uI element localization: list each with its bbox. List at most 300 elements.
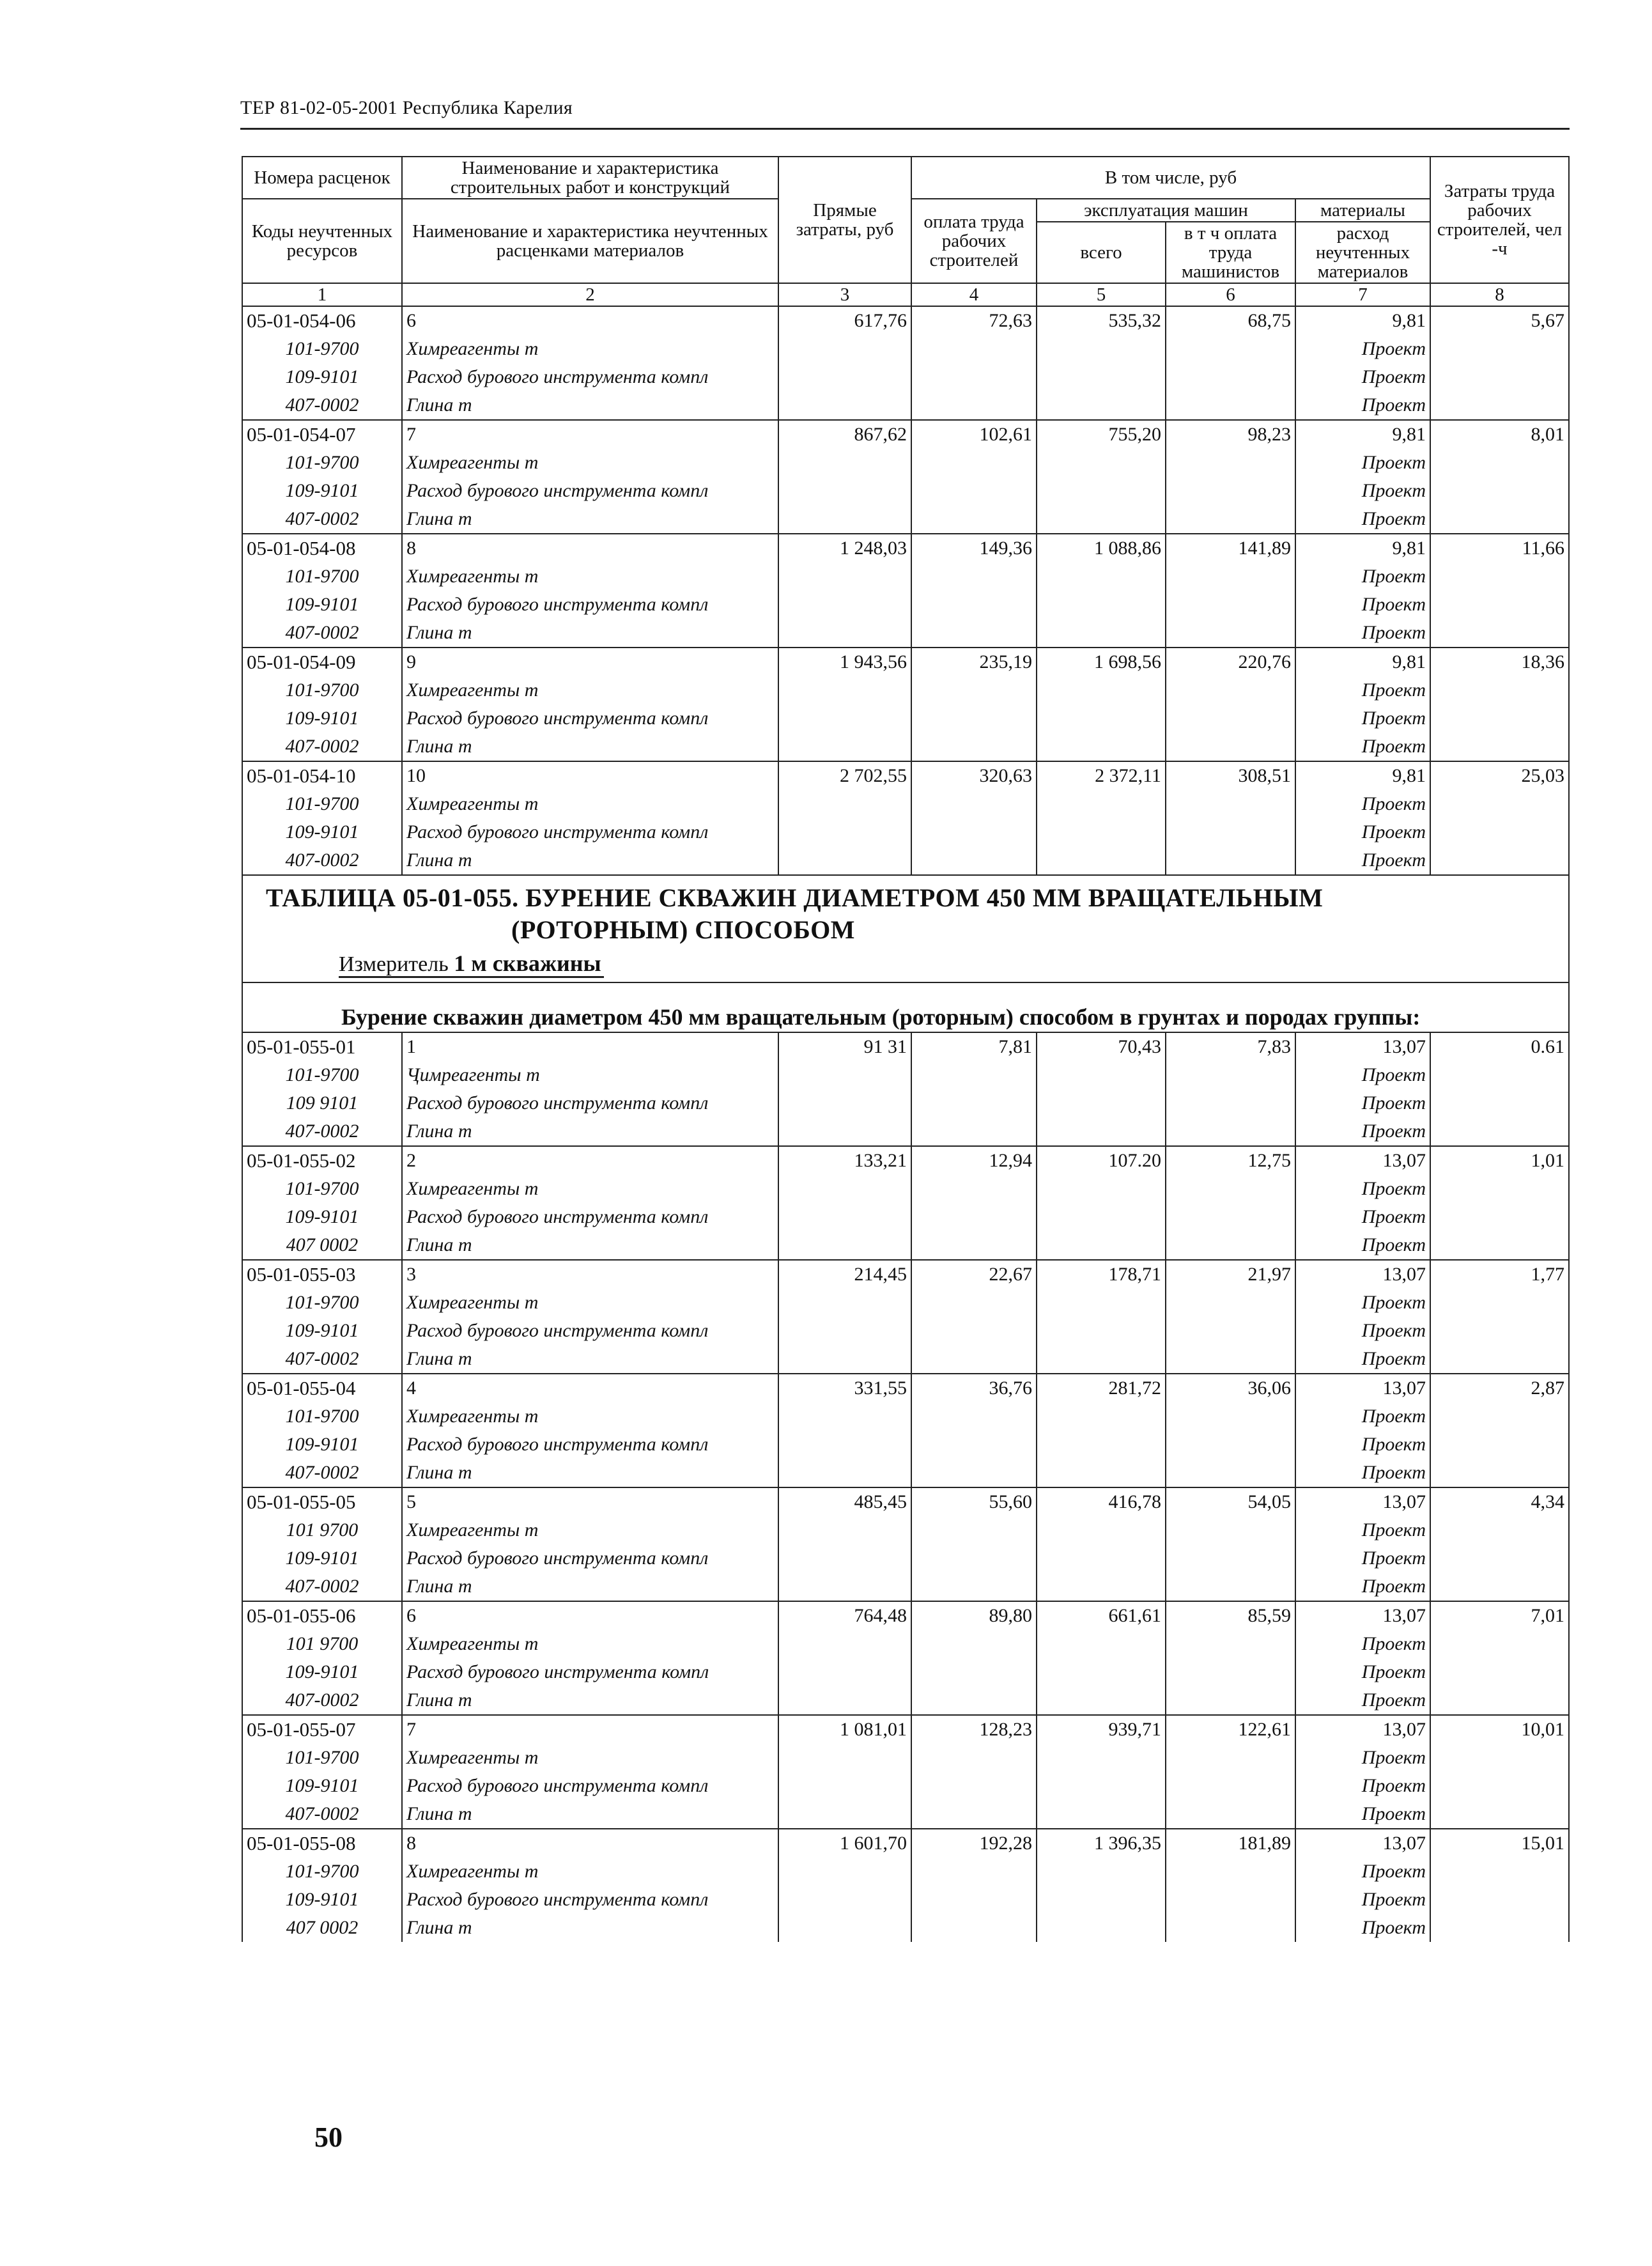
col-number: 7: [1295, 283, 1430, 306]
rate-code: 05-01-054-07: [242, 420, 402, 449]
rate-row: [242, 1032, 1569, 1061]
materials-value: 9,81: [1295, 420, 1430, 449]
empty-cell: [1037, 563, 1166, 591]
col-number: 2: [402, 283, 778, 306]
empty-cell: [1037, 704, 1166, 733]
resource-row: [242, 1345, 1569, 1374]
machinist-pay: 98,23: [1166, 420, 1295, 449]
resource-code: 407-0002: [242, 619, 402, 648]
machines-total: 755,20: [1037, 420, 1166, 449]
empty-cell: [1430, 1175, 1569, 1203]
resource-row: [242, 676, 1569, 704]
empty-cell: [778, 563, 911, 591]
direct-costs: 1 943,56: [778, 648, 911, 676]
empty-cell: [911, 619, 1037, 648]
resource-code: 407-0002: [242, 1686, 402, 1715]
empty-cell: [1430, 619, 1569, 648]
empty-cell: [778, 477, 911, 505]
empty-cell: [911, 335, 1037, 363]
resource-name: Химреагенты т: [402, 335, 778, 363]
header-rule: [240, 128, 1570, 130]
empty-cell: [1037, 818, 1166, 846]
empty-cell: [778, 1772, 911, 1800]
labor-hours: 5,67: [1430, 306, 1569, 335]
empty-cell: [778, 1459, 911, 1487]
empty-cell: [1037, 1544, 1166, 1572]
empty-cell: [1166, 1744, 1295, 1772]
empty-cell: [1166, 1800, 1295, 1829]
resource-code: 109-9101: [242, 1658, 402, 1686]
empty-cell: [1037, 1459, 1166, 1487]
empty-cell: [911, 846, 1037, 875]
empty-cell: [1166, 676, 1295, 704]
empty-cell: [911, 1175, 1037, 1203]
empty-cell: [1166, 1459, 1295, 1487]
rate-row: [242, 306, 1569, 335]
empty-cell: [1037, 790, 1166, 818]
rate-name: 2: [402, 1146, 778, 1175]
empty-cell: [1037, 1175, 1166, 1203]
resource-name: Расход бурового инструмента компл: [402, 1203, 778, 1231]
empty-cell: [911, 1516, 1037, 1544]
resource-row: [242, 1772, 1569, 1800]
labor-pay: 320,63: [911, 761, 1037, 790]
resource-row: [242, 1117, 1569, 1146]
resource-code: 109-9101: [242, 1431, 402, 1459]
empty-cell: [1430, 1544, 1569, 1572]
resource-usage: Проект: [1295, 1061, 1430, 1089]
th-direct-costs: Прямые затраты, руб: [778, 157, 911, 283]
resource-usage: Проект: [1295, 1175, 1430, 1203]
col-number: 5: [1037, 283, 1166, 306]
machinist-pay: 7,83: [1166, 1032, 1295, 1061]
rate-code: 05-01-055-05: [242, 1487, 402, 1516]
empty-cell: [911, 1744, 1037, 1772]
labor-pay: 149,36: [911, 534, 1037, 563]
resource-row: [242, 1231, 1569, 1260]
direct-costs: 133,21: [778, 1146, 911, 1175]
labor-pay: 12,94: [911, 1146, 1037, 1175]
labor-hours: 15,01: [1430, 1829, 1569, 1858]
machines-total: 178,71: [1037, 1260, 1166, 1289]
resource-name: Расход бурового инструмента компл: [402, 363, 778, 391]
empty-cell: [911, 1061, 1037, 1089]
resource-code: 101-9700: [242, 1175, 402, 1203]
section-title: [243, 876, 1568, 946]
resource-row: [242, 1658, 1569, 1686]
machines-total: 416,78: [1037, 1487, 1166, 1516]
empty-cell: [1166, 477, 1295, 505]
resource-usage: Проект: [1295, 790, 1430, 818]
resource-name: Расход бурового инструмента компл: [402, 704, 778, 733]
empty-cell: [1166, 704, 1295, 733]
machines-total: 535,32: [1037, 306, 1166, 335]
resource-usage: Проект: [1295, 1289, 1430, 1317]
empty-cell: [911, 1231, 1037, 1260]
labor-pay: 102,61: [911, 420, 1037, 449]
empty-cell: [911, 563, 1037, 591]
resource-name: Расход бурового инструмента компл: [402, 1772, 778, 1800]
resource-code: 407 0002: [242, 1231, 402, 1260]
resource-code: 109-9101: [242, 1203, 402, 1231]
resource-name: Химреагенты т: [402, 1175, 778, 1203]
resource-row: [242, 1630, 1569, 1658]
machinist-pay: 308,51: [1166, 761, 1295, 790]
resource-row: [242, 1089, 1569, 1117]
th-including: В том числе, руб: [911, 157, 1430, 199]
empty-cell: [778, 619, 911, 648]
empty-cell: [911, 449, 1037, 477]
labor-pay: 235,19: [911, 648, 1037, 676]
resource-row: [242, 1800, 1569, 1829]
resource-row: [242, 449, 1569, 477]
empty-cell: [1166, 1203, 1295, 1231]
resource-row: [242, 1886, 1569, 1914]
resource-name: Глина т: [402, 1117, 778, 1146]
empty-cell: [778, 1572, 911, 1601]
resource-usage: Проект: [1295, 846, 1430, 875]
resource-usage: Проект: [1295, 1203, 1430, 1231]
resource-code: 109-9101: [242, 363, 402, 391]
empty-cell: [1037, 1431, 1166, 1459]
resource-code: 101-9700: [242, 790, 402, 818]
resource-usage: Проект: [1295, 1658, 1430, 1686]
measure-value: 1 м скважины: [454, 951, 601, 976]
empty-cell: [1037, 1061, 1166, 1089]
th-labor-hours: Затраты труда рабочих строителей, чел -ч: [1430, 157, 1569, 283]
resource-name: Расхσд бурового инструмента компл: [402, 1658, 778, 1686]
direct-costs: 764,48: [778, 1601, 911, 1630]
empty-cell: [911, 1800, 1037, 1829]
resource-row: [242, 1516, 1569, 1544]
resource-row: [242, 1544, 1569, 1572]
empty-cell: [1166, 1317, 1295, 1345]
labor-pay: 192,28: [911, 1829, 1037, 1858]
empty-cell: [1430, 1117, 1569, 1146]
resource-code: 407-0002: [242, 1345, 402, 1374]
resource-code: 407-0002: [242, 733, 402, 761]
machines-total: 1 088,86: [1037, 534, 1166, 563]
empty-cell: [1037, 1858, 1166, 1886]
resource-name: Химреагенты т: [402, 790, 778, 818]
empty-cell: [911, 1203, 1037, 1231]
rates-table: [242, 156, 1570, 1942]
empty-cell: [1037, 391, 1166, 420]
resource-code: 109-9101: [242, 1317, 402, 1345]
empty-cell: [778, 1089, 911, 1117]
empty-cell: [778, 1231, 911, 1260]
resource-row: [242, 1686, 1569, 1715]
resource-usage: Проект: [1295, 1345, 1430, 1374]
empty-cell: [1430, 1914, 1569, 1942]
materials-value: 13,07: [1295, 1146, 1430, 1175]
th-material-usage: расход неучтенных материалов: [1295, 222, 1430, 283]
resource-code: 407-0002: [242, 1800, 402, 1829]
resource-name: Расход бурового инструмента компл: [402, 1544, 778, 1572]
empty-cell: [1037, 477, 1166, 505]
resource-row: [242, 846, 1569, 875]
resource-code: 407-0002: [242, 846, 402, 875]
col-number: 3: [778, 283, 911, 306]
empty-cell: [911, 1658, 1037, 1686]
empty-cell: [1037, 1572, 1166, 1601]
resource-row: [242, 790, 1569, 818]
empty-cell: [1166, 1089, 1295, 1117]
labor-hours: 1,01: [1430, 1146, 1569, 1175]
labor-pay: 72,63: [911, 306, 1037, 335]
resource-row: [242, 1858, 1569, 1886]
resource-usage: Проект: [1295, 619, 1430, 648]
empty-cell: [778, 1544, 911, 1572]
labor-pay: 89,80: [911, 1601, 1037, 1630]
resource-code: 109-9101: [242, 818, 402, 846]
rate-code: 05-01-055-07: [242, 1715, 402, 1744]
rate-name: 4: [402, 1374, 778, 1402]
th-machines-total: всего: [1037, 222, 1166, 283]
empty-cell: [1430, 733, 1569, 761]
resource-name: Глина т: [402, 1914, 778, 1942]
empty-cell: [1430, 1317, 1569, 1345]
direct-costs: 1 081,01: [778, 1715, 911, 1744]
empty-cell: [1430, 818, 1569, 846]
rate-name: 9: [402, 648, 778, 676]
resource-row: [242, 704, 1569, 733]
resource-code: 101-9700: [242, 1858, 402, 1886]
empty-cell: [778, 1886, 911, 1914]
empty-cell: [778, 846, 911, 875]
resource-code: 101-9700: [242, 449, 402, 477]
resource-row: [242, 1203, 1569, 1231]
resource-usage: Проект: [1295, 363, 1430, 391]
empty-cell: [778, 1203, 911, 1231]
resource-code: 407 0002: [242, 1914, 402, 1942]
section-title-line2: (РОТОРНЫМ) СПОСОБОМ: [511, 915, 855, 944]
materials-value: 13,07: [1295, 1374, 1430, 1402]
empty-cell: [778, 363, 911, 391]
empty-cell: [1166, 1516, 1295, 1544]
empty-cell: [1037, 335, 1166, 363]
resource-usage: Проект: [1295, 1744, 1430, 1772]
machinist-pay: 181,89: [1166, 1829, 1295, 1858]
empty-cell: [778, 1061, 911, 1089]
rate-code: 05-01-055-06: [242, 1601, 402, 1630]
empty-cell: [1037, 1203, 1166, 1231]
resource-name: Химреагенты т: [402, 563, 778, 591]
resource-name: Расход бурового инструмента компл: [402, 1089, 778, 1117]
empty-cell: [1166, 1544, 1295, 1572]
resource-row: [242, 1289, 1569, 1317]
resource-usage: Проект: [1295, 591, 1430, 619]
empty-cell: [1430, 335, 1569, 363]
labor-pay: 128,23: [911, 1715, 1037, 1744]
section-title-cell: [242, 875, 1569, 982]
direct-costs: 331,55: [778, 1374, 911, 1402]
empty-cell: [778, 1800, 911, 1829]
resource-name: Глина т: [402, 1800, 778, 1829]
empty-cell: [1166, 1402, 1295, 1431]
empty-cell: [1430, 591, 1569, 619]
empty-cell: [1166, 790, 1295, 818]
resource-code: 101-9700: [242, 1289, 402, 1317]
resource-code: 109-9101: [242, 1544, 402, 1572]
empty-cell: [1166, 591, 1295, 619]
empty-cell: [1166, 1061, 1295, 1089]
machines-total: 1 396,35: [1037, 1829, 1166, 1858]
empty-cell: [911, 1431, 1037, 1459]
resource-row: [242, 733, 1569, 761]
empty-cell: [1430, 1431, 1569, 1459]
resource-usage: Проект: [1295, 1402, 1430, 1431]
empty-cell: [1166, 1658, 1295, 1686]
rate-row: [242, 1715, 1569, 1744]
direct-costs: 214,45: [778, 1260, 911, 1289]
direct-costs: 485,45: [778, 1487, 911, 1516]
empty-cell: [1166, 363, 1295, 391]
empty-cell: [1430, 1289, 1569, 1317]
materials-value: 13,07: [1295, 1715, 1430, 1744]
empty-cell: [1430, 563, 1569, 591]
resource-usage: Проект: [1295, 477, 1430, 505]
rate-row: [242, 534, 1569, 563]
empty-cell: [911, 818, 1037, 846]
resource-usage: Проект: [1295, 1800, 1430, 1829]
empty-cell: [911, 1089, 1037, 1117]
machinist-pay: 141,89: [1166, 534, 1295, 563]
th-machinist-pay: в т ч оплата труда машинистов: [1166, 222, 1295, 283]
empty-cell: [1037, 1744, 1166, 1772]
rate-row: [242, 1829, 1569, 1858]
empty-cell: [911, 704, 1037, 733]
labor-hours: 25,03: [1430, 761, 1569, 790]
resource-usage: Проект: [1295, 733, 1430, 761]
rate-code: 05-01-054-06: [242, 306, 402, 335]
rate-name: 8: [402, 1829, 778, 1858]
empty-cell: [1037, 1345, 1166, 1374]
empty-cell: [911, 1914, 1037, 1942]
rate-name: 3: [402, 1260, 778, 1289]
rate-code: 05-01-055-04: [242, 1374, 402, 1402]
direct-costs: 617,76: [778, 306, 911, 335]
empty-cell: [1037, 1516, 1166, 1544]
resource-row: [242, 505, 1569, 534]
empty-cell: [1037, 733, 1166, 761]
resource-row: [242, 335, 1569, 363]
empty-cell: [1037, 505, 1166, 534]
empty-cell: [1166, 1630, 1295, 1658]
empty-cell: [1166, 1886, 1295, 1914]
materials-value: 13,07: [1295, 1032, 1430, 1061]
empty-cell: [911, 391, 1037, 420]
empty-cell: [1166, 818, 1295, 846]
rate-name: 6: [402, 1601, 778, 1630]
empty-cell: [1037, 676, 1166, 704]
empty-cell: [1430, 1858, 1569, 1886]
empty-cell: [911, 1686, 1037, 1715]
resource-code: 407-0002: [242, 1459, 402, 1487]
resource-name: Расход бурового инструмента компл: [402, 1886, 778, 1914]
empty-cell: [778, 704, 911, 733]
resource-code: 109-9101: [242, 1886, 402, 1914]
empty-cell: [778, 1117, 911, 1146]
empty-cell: [778, 335, 911, 363]
resource-usage: Проект: [1295, 1886, 1430, 1914]
resource-row: [242, 619, 1569, 648]
resource-name: Глина т: [402, 1459, 778, 1487]
empty-cell: [1430, 449, 1569, 477]
labor-hours: 4,34: [1430, 1487, 1569, 1516]
empty-cell: [1430, 1686, 1569, 1715]
measure-label: Измеритель: [339, 952, 449, 976]
empty-cell: [1166, 846, 1295, 875]
empty-cell: [1166, 1345, 1295, 1374]
col-number: 8: [1430, 283, 1569, 306]
resource-row: [242, 818, 1569, 846]
empty-cell: [911, 790, 1037, 818]
empty-cell: [1430, 1516, 1569, 1544]
resource-code: 109-9101: [242, 591, 402, 619]
resource-row: [242, 563, 1569, 591]
resource-name: Химреагенты т: [402, 1516, 778, 1544]
direct-costs: 2 702,55: [778, 761, 911, 790]
empty-cell: [1430, 1345, 1569, 1374]
labor-pay: 22,67: [911, 1260, 1037, 1289]
empty-cell: [911, 477, 1037, 505]
resource-usage: Проект: [1295, 676, 1430, 704]
empty-cell: [1037, 1317, 1166, 1345]
empty-cell: [911, 1886, 1037, 1914]
rate-code: 05-01-054-08: [242, 534, 402, 563]
resource-usage: Проект: [1295, 1089, 1430, 1117]
empty-cell: [911, 1345, 1037, 1374]
empty-cell: [1430, 704, 1569, 733]
empty-cell: [778, 1686, 911, 1715]
resource-usage: Проект: [1295, 1914, 1430, 1942]
machines-total: 2 372,11: [1037, 761, 1166, 790]
empty-cell: [1037, 591, 1166, 619]
resource-code: 101-9700: [242, 1061, 402, 1089]
empty-cell: [1037, 619, 1166, 648]
empty-cell: [778, 1345, 911, 1374]
rate-row: [242, 1146, 1569, 1175]
empty-cell: [1166, 1572, 1295, 1601]
resource-name: Глина т: [402, 1345, 778, 1374]
rate-name: 10: [402, 761, 778, 790]
machinist-pay: 68,75: [1166, 306, 1295, 335]
resource-code: 101 9700: [242, 1630, 402, 1658]
resource-usage: Проект: [1295, 505, 1430, 534]
materials-value: 13,07: [1295, 1487, 1430, 1516]
empty-cell: [1037, 1089, 1166, 1117]
resource-name: Расход бурового инструмента компл: [402, 591, 778, 619]
th-rate-numbers: Номера расценок: [242, 157, 402, 199]
empty-cell: [1166, 1914, 1295, 1942]
empty-cell: [911, 1630, 1037, 1658]
resource-name: Ҷимреагенты т: [402, 1061, 778, 1089]
resource-code: 101-9700: [242, 1744, 402, 1772]
empty-cell: [1037, 1117, 1166, 1146]
machines-total: 70,43: [1037, 1032, 1166, 1061]
table-header: [242, 157, 1569, 306]
empty-cell: [778, 1658, 911, 1686]
empty-cell: [1430, 1203, 1569, 1231]
empty-cell: [1430, 1061, 1569, 1089]
resource-code: 407-0002: [242, 1117, 402, 1146]
rate-row: [242, 1487, 1569, 1516]
empty-cell: [1430, 846, 1569, 875]
machinist-pay: 21,97: [1166, 1260, 1295, 1289]
rate-row: [242, 1601, 1569, 1630]
materials-value: 9,81: [1295, 534, 1430, 563]
